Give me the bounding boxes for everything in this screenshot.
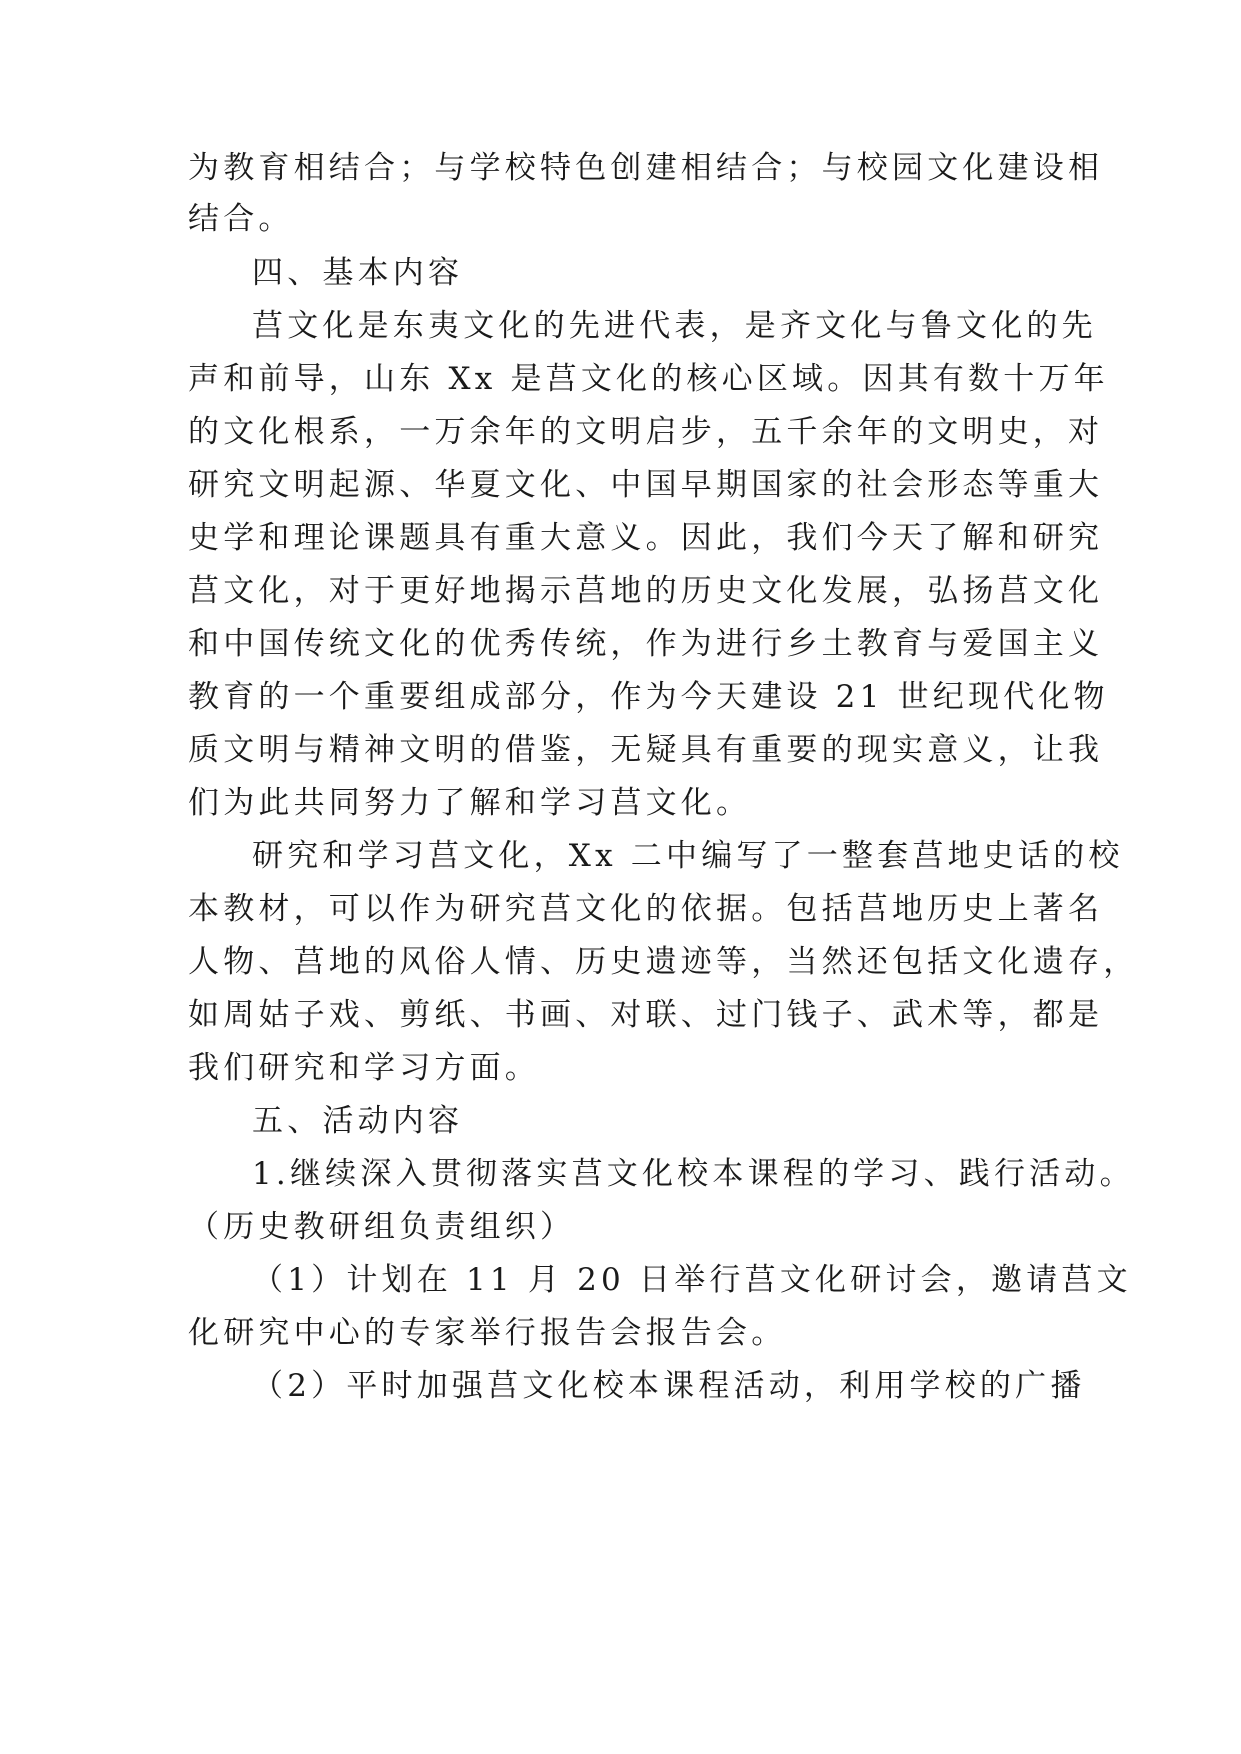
paragraph-line: 研究和学习莒文化，Xx 二中编写了一整套莒地史话的校 — [252, 838, 1124, 874]
paragraph-line: （1）计划在 11 月 20 日举行莒文化研讨会，邀请莒文 — [252, 1262, 1132, 1298]
paragraph-line: 本教材，可以作为研究莒文化的依据。包括莒地历史上著名 — [188, 891, 1104, 927]
paragraph-line: 教育的一个重要组成部分，作为今天建设 21 世纪现代化物 — [188, 679, 1109, 715]
paragraph-line: 的文化根系，一万余年的文明启步，五千余年的文明史，对 — [188, 414, 1104, 450]
paragraph-line: 声和前导，山东 Xx 是莒文化的核心区域。因其有数十万年 — [188, 361, 1109, 397]
paragraph-line: 莒文化是东夷文化的先进代表，是齐文化与鲁文化的先 — [252, 308, 1097, 344]
paragraph-line: 莒文化，对于更好地揭示莒地的历史文化发展，弘扬莒文化 — [188, 573, 1104, 609]
section-heading-basic-content: 四、基本内容 — [252, 255, 464, 291]
paragraph-line: 结合。 — [188, 201, 294, 237]
paragraph-line: 们为此共同努力了解和学习莒文化。 — [188, 785, 752, 821]
paragraph-line: （历史教研组负责组织） — [188, 1209, 576, 1245]
paragraph-line: 如周姑子戏、剪纸、书画、对联、过门钱子、武术等，都是 — [188, 997, 1104, 1033]
section-heading-activity-content: 五、活动内容 — [252, 1103, 464, 1139]
paragraph-line: 质文明与精神文明的借鉴，无疑具有重要的现实意义，让我 — [188, 732, 1104, 768]
paragraph-line: 为教育相结合；与学校特色创建相结合；与校园文化建设相 — [188, 150, 1104, 186]
paragraph-line: （2）平时加强莒文化校本课程活动，利用学校的广播 — [252, 1368, 1086, 1404]
paragraph-line: 化研究中心的专家举行报告会报告会。 — [188, 1315, 787, 1351]
paragraph-line: 史学和理论课题具有重大意义。因此，我们今天了解和研究 — [188, 520, 1104, 556]
paragraph-line: 人物、莒地的风俗人情、历史遗迹等，当然还包括文化遗存， — [188, 944, 1139, 980]
paragraph-line: 我们研究和学习方面。 — [188, 1050, 540, 1086]
paragraph-line: 研究文明起源、华夏文化、中国早期国家的社会形态等重大 — [188, 467, 1104, 503]
paragraph-line: 和中国传统文化的优秀传统，作为进行乡土教育与爱国主义 — [188, 626, 1104, 662]
paragraph-line: 1.继续深入贯彻落实莒文化校本课程的学习、践行活动。 — [252, 1156, 1135, 1192]
